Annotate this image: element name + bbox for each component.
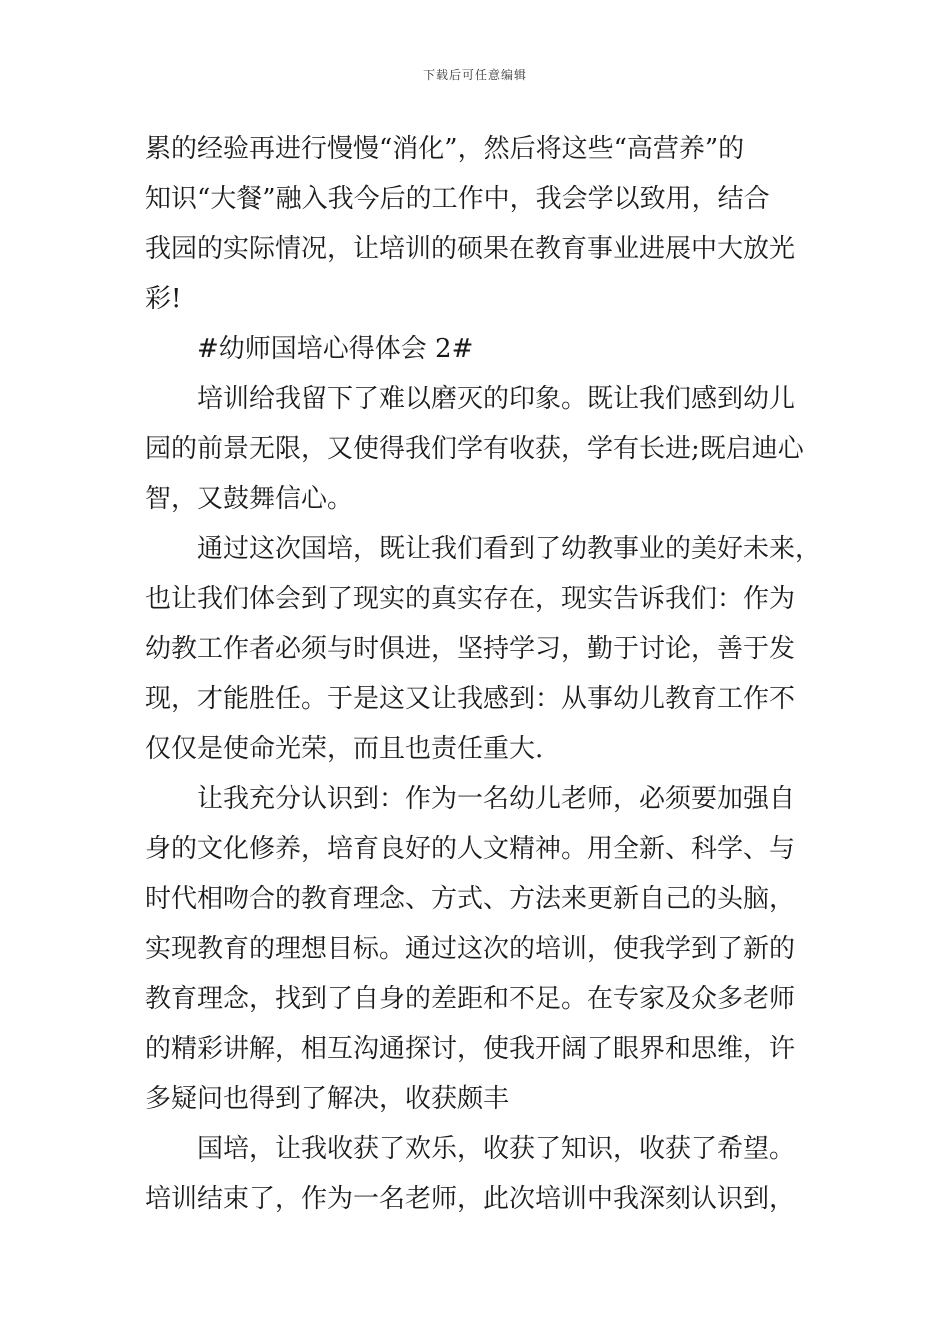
text-line: 仅仅是使命光荣，而且也责任重大.	[145, 734, 544, 764]
text-line: 通过这次国培，既让我们看到了幼教事业的美好未来，	[197, 534, 822, 564]
header-note: 下载后可任意编辑	[422, 68, 527, 82]
text-line: 的精彩讲解，相互沟通探讨，使我开阔了眼界和思维，许	[145, 1034, 796, 1064]
text-line: 彩!	[145, 284, 182, 314]
text-line: 现，才能胜任。于是这又让我感到：从事幼儿教育工作不	[145, 684, 796, 714]
text-line: 教育理念，找到了自身的差距和不足。在专家及众多老师	[145, 984, 796, 1014]
text-line: 让我充分认识到：作为一名幼儿老师，必须要加强自	[197, 784, 796, 814]
text-line: 我园的实际情况，让培训的硕果在教育事业进展中大放光	[145, 234, 796, 264]
text-line: 智，又鼓舞信心。	[145, 484, 354, 514]
text-line: 国培，让我收获了欢乐，收获了知识，收获了希望。	[197, 1134, 796, 1164]
text-line: 知识“大餐”融入我今后的工作中，我会学以致用，结合	[145, 184, 770, 214]
section-heading: #幼师国培心得体会 2#	[197, 334, 474, 364]
text-line: 累的经验再进行慢慢“消化”，然后将这些“高营养”的	[145, 134, 745, 164]
text-line: 培训给我留下了难以磨灭的印象。既让我们感到幼儿	[197, 384, 796, 414]
text-line: 身的文化修养，培育良好的人文精神。用全新、科学、与	[145, 834, 796, 864]
text-line: 实现教育的理想目标。通过这次的培训，使我学到了新的	[145, 934, 796, 964]
text-line: 培训结束了，作为一名老师，此次培训中我深刻认识到，	[145, 1184, 796, 1214]
text-line: 园的前景无限，又使得我们学有收获，学有长进;既启迪心	[145, 434, 804, 464]
document-body	[145, 124, 822, 1224]
text-line: 多疑问也得到了解决，收获颇丰	[145, 1084, 510, 1114]
text-line: 也让我们体会到了现实的真实存在，现实告诉我们：作为	[145, 584, 796, 614]
text-line: 时代相吻合的教育理念、方式、方法来更新自己的头脑，	[145, 884, 796, 914]
text-line: 幼教工作者必须与时俱进，坚持学习，勤于讨论，善于发	[145, 634, 796, 664]
